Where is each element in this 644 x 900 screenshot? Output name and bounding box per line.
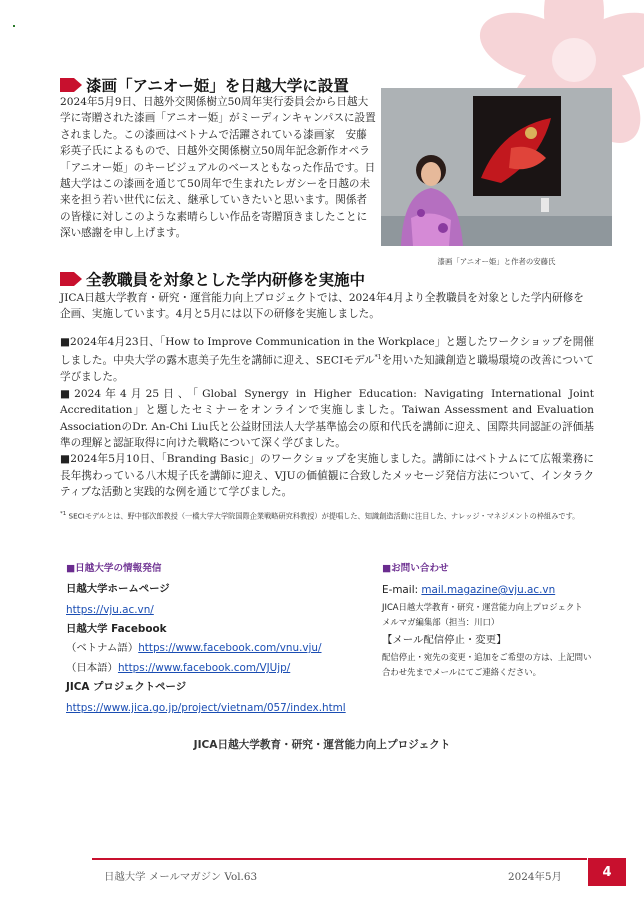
corner-mark [13,25,15,27]
section2-heading [60,268,365,290]
photo-illustration [381,88,612,246]
stop-text: 配信停止・宛先の変更・追加をご希望の方は、上記問い合わせ先までメールにてご連絡ください。 [382,652,592,677]
homepage-link[interactable]: https://vju.ac.vn/ [66,604,154,616]
section1-title: 漆画「アニオー姫」を日越大学に設置 [86,77,349,95]
email-label: E-mail: [382,584,422,596]
footnote [60,508,594,522]
section1-heading [60,74,349,96]
training-item: ■2024年4月23日、「How to Improve Communication in the Workplace」と題したワークショップを開催しました。中央大学の露木恵美子先生を講師に迎え、SECIモデル$^{*1}$を用いた知識創造と職場環境の改善について学びました。 [60,336,594,384]
red-arrow-icon [60,78,82,92]
jica-project-link[interactable]: https://www.jica.go.jp/project/vietnam/057/index.html [66,702,346,714]
footnote-ref: *1 [374,354,382,362]
jica-label: JICA プロジェクトページ [66,681,187,693]
lacquer-painting-photo [381,88,612,246]
fb-jp-label: （日本語） [66,662,118,674]
contact-panel [382,560,597,680]
info-title: ■日越大学の情報発信 [66,563,162,574]
section1-body: 2024年5月9日、日越外交関係樹立50周年実行委員会から日越大学に寄贈された漆画「アニオー姫」がミーディンキャンパスに設置されました。この漆画はベトナムで活躍されている漆画家 安藤彩英子氏によるもので、日越外交関係樹立50周年記念新作オペラ「アニオー姫」のキービジュアルのベースともなった作品です。日越大学はこの漆画を通じて50周年で生まれたレガシーを日越の未来を担う若い世代に伝え、継承していきたいと思います。関係者の皆様に対しこのような素晴らしい作品を寄贈頂きましたことに深い感謝を申し上げます。 [60,96,376,240]
contact-title: ■お問い合わせ [382,563,449,574]
fb-vn-label: （ベトナム語） [66,642,139,654]
stop-title: 【メール配信停止・変更】 [382,634,507,646]
footnote-mark: *1 [60,511,67,517]
vju-info-panel [66,560,366,718]
footer-magazine-title: 日越大学 メールマガジン Vol.63 [104,871,258,883]
email-link[interactable]: mail.magazine@vju.ac.vn [421,584,556,596]
section2-intro: JICA日越大学教育・研究・運営能力向上プロジェクトでは、2024年4月より全教職員を対象とした学内研修を企画、実施しています。4月と5月には以下の研修を実施しました。 [60,292,584,321]
section2-title: 全教職員を対象とした学内研修を実施中 [86,271,366,289]
training-item: ■2024年5月10日、「Branding Basic」のワークショップを実施しました。講師にはベトナムにて広報業務に長年携わっている八木規子氏を講師に迎え、VJUの価値観に合致したメッセージ発信方法について、インタラクティブな活動と実践的な例を通じて学びました。 [60,453,594,499]
footer-rule [92,858,587,860]
project-name: JICA日越大学教育・研究・運営能力向上プロジェクト [193,739,451,751]
page-number: 4 [588,858,626,886]
contact-text: JICA日越大学教育・研究・運営能力向上プロジェクト メルマガ編集部（担当：川口） [382,602,591,627]
footnote-text: SECIモデルとは、野中郁次郎教授（一橋大学大学院国際企業戦略研究科教授）が提唱した、知識創造活動に注目した、ナレッジ・マネジメントの枠組みです。 [68,511,580,521]
facebook-label: 日越大学 Facebook [66,623,167,635]
training-item: ■2024年4月25日、「Global Synergy in Higher Education: Navigating International Joint Accreditation」と題したセミナーをオンラインで実施しました。Taiwan Assessment and Evaluation AssociationのDr. An-Chi Liu氏と公益財団法人大学基準協会の原和代氏を講師に迎え、国際共同認証の評価基準の理解と認証取得に向けた戦略について深く学びました。 [60,387,594,449]
red-arrow-icon [60,272,82,286]
footer-date: 2024年5月 [508,871,562,883]
homepage-label: 日越大学ホームページ [66,583,170,595]
facebook-vn-link[interactable]: https://www.facebook.com/vnu.vju/ [138,642,322,654]
training-list [60,334,594,501]
photo-caption: 漆画「アニオー姫」と作者の安藤氏 [437,257,556,266]
facebook-jp-link[interactable]: https://www.facebook.com/VJUjp/ [117,662,291,674]
